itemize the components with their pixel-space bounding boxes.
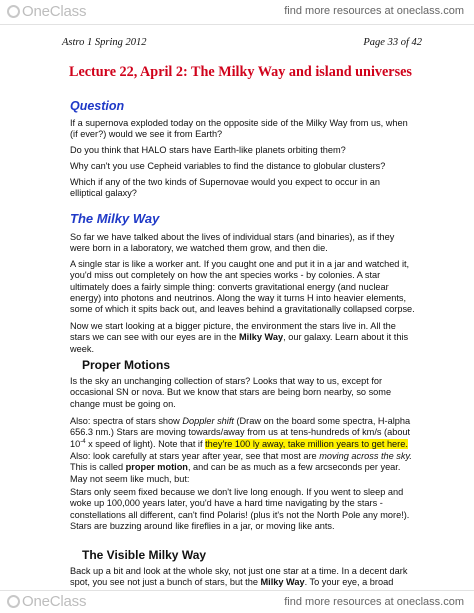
milky-way-paragraph-3: Now we start looking at a bigger picture, the environment the stars live in. All the stars we can see with our eyes are in the Milky Way, our galaxy. Learn about it this week. bbox=[70, 321, 409, 354]
logo-text: OneClass bbox=[22, 3, 87, 20]
proper-motions-heading: Proper Motions bbox=[82, 358, 171, 372]
oneclass-logo[interactable] bbox=[7, 3, 86, 20]
visible-milky-way-heading: The Visible Milky Way bbox=[82, 548, 207, 562]
proper-motions-paragraph-1: Is the sky an unchanging collection of stars? Looks that way to us, except for occasional SN or nova. But we know that stars are being born nearby, so some change must be going on. bbox=[70, 376, 392, 409]
bottom-bar bbox=[0, 590, 474, 613]
question-heading: Question bbox=[70, 99, 125, 113]
milky-way-paragraph-1: So far we have talked about the lives of individual stars (and binaries), as if they were born in a laboratory, we watched them grow, and then die. bbox=[70, 232, 395, 254]
course-label: Astro 1 Spring 2012 bbox=[62, 37, 147, 48]
visible-milky-way-paragraph: Back up a bit and look at the whole sky, not just one star at a time. In a decent dark spot, you see not just a bunch of stars, but the Milky Way. To your eye, a broad bbox=[70, 566, 408, 588]
lecture-title: Lecture 22, April 2: The Milky Way and island universes bbox=[69, 64, 412, 80]
question-item: If a supernova exploded today on the opposite side of the Milky Way from us, when (if ever?) would we see it from Earth? bbox=[70, 118, 408, 140]
proper-motions-paragraph-3: Also: look carefully at stars year after year, see that most are moving across the sky. This is called proper motion, and can be as much as a few arcseconds per year. May not seem like much, but: bbox=[70, 451, 412, 484]
question-item: Why can't you use Cepheid variables to find the distance to globular clusters? bbox=[70, 161, 386, 171]
question-item: Which if any of the two kinds of Supernovae would you expect to occur in an elliptical galaxy? bbox=[70, 177, 380, 199]
highlighted-text: they're 100 ly away, take million years to get here. bbox=[205, 438, 408, 449]
logo-circle-icon bbox=[7, 5, 20, 18]
find-resources-link-footer[interactable]: find more resources at oneclass.com bbox=[284, 596, 464, 608]
proper-motions-paragraph-4: Stars only seem fixed because we don't live long enough. If you went to sleep and woke up 100,000 years later, you'd have a hard time navigating by the stars - constellations all different, can't find Polaris! (plus it's not the North Pole any more!). Stars are buzzing around like fireflies in a jar, or moving like ants. bbox=[70, 487, 410, 531]
logo-circle-icon bbox=[7, 595, 20, 608]
proper-motions-paragraph-2: Also: spectra of stars show Doppler shift (Draw on the board some spectra, H-alpha 656.3 nm.) Stars are moving towards/away from us at tens-hundreds of km/s (about $10^{-4}$ x speed of light). Note that if they're 100 ly away, take million years to get here. bbox=[70, 416, 411, 449]
find-resources-link[interactable]: find more resources at oneclass.com bbox=[284, 5, 464, 17]
milky-way-heading: The Milky Way bbox=[70, 211, 160, 226]
page-number: Page 33 of 42 bbox=[363, 37, 422, 48]
logo-text: OneClass bbox=[22, 593, 87, 610]
top-bar bbox=[0, 0, 474, 25]
milky-way-paragraph-2: A single star is like a worker ant. If you caught one and put it in a jar and watched it, you'd miss out completely on how the ant species works - by colonies. A star ultimately does a fairly simple thing: converts gravitational energy (and nuclear energy) into photons and neutrinos. Along the way it turns H into heavier elements, some of which it spits back out, and leaves behind a gravitationally collapsed corpse. bbox=[70, 259, 415, 315]
question-item: Do you think that HALO stars have Earth-like planets orbiting them? bbox=[70, 145, 346, 155]
oneclass-logo-footer[interactable] bbox=[7, 593, 86, 610]
